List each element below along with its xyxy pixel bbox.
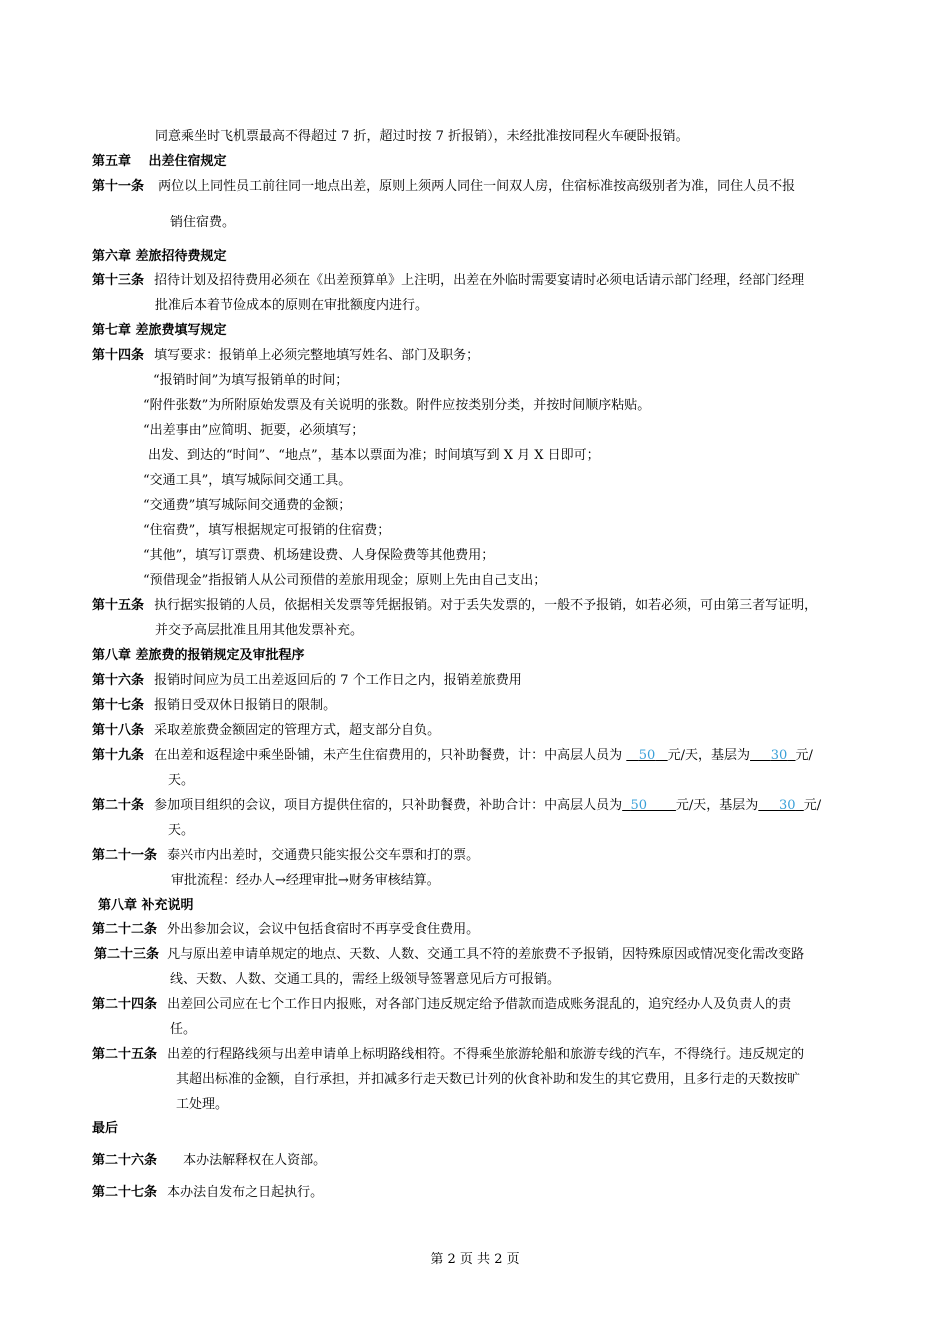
- article-14-item: “出差事由”应简明、扼要，必须填写；: [143, 423, 365, 438]
- amount-blank-senior: [626, 748, 667, 763]
- paragraph-continuation: 同意乘坐时飞机票最高不得超过 7 折，超过时按 7 折报销），未经批准按同程火车硬卧报销。: [155, 129, 689, 144]
- article-14-item: “预借现金”指报销人从公司预借的差旅用现金；原则上先由自己支出；: [143, 573, 547, 588]
- article-label: 第二十二条: [92, 922, 158, 937]
- article-label: 第十七条: [92, 698, 145, 713]
- article-text: 元/: [795, 748, 813, 763]
- article-16: [92, 672, 522, 690]
- article-text: 本办法自发布之日起执行。: [167, 1185, 324, 1200]
- article-11-continuation: 销住宿费。: [170, 215, 236, 230]
- article-text: 元/天，基层为: [667, 748, 751, 763]
- article-18: [92, 722, 440, 740]
- article-22: [92, 921, 479, 939]
- article-label: 第二十四条: [92, 997, 158, 1012]
- amount-senior: 50: [630, 798, 647, 813]
- article-label: 第十一条: [92, 179, 145, 194]
- article-20: [92, 797, 821, 815]
- article-26: [92, 1152, 326, 1170]
- article-label: 第二十五条: [92, 1047, 158, 1062]
- article-label: 第二十条: [92, 798, 145, 813]
- article-text: 报销时间应为员工出差返回后的 7 个工作日之内，报销差旅费用: [154, 673, 522, 688]
- article-text: 在出差和返程途中乘坐卧铺，未产生住宿费用的，只补助餐费，计：中高层人员为: [154, 748, 627, 763]
- article-label: 第十五条: [92, 598, 145, 613]
- article-label: 第十四条: [92, 348, 145, 363]
- chapter-8-heading: 第八章 差旅费的报销规定及审批程序: [92, 648, 305, 663]
- article-14-item: 出发、到达的“时间”、“地点”，基本以票面为准；时间填写到 X 月 X 日即可；: [148, 448, 600, 463]
- article-25-continuation: 其超出标准的金额，自行承担，并扣减多行走天数已计列的伙食补助和发生的其它费用，且多行走的天数按旷: [176, 1072, 801, 1087]
- article-label: 第二十六条: [92, 1153, 158, 1168]
- article-23: [94, 946, 804, 964]
- article-24-continuation: 任。: [170, 1022, 197, 1037]
- article-14: [92, 347, 479, 365]
- supplement-heading: 第八章 补充说明: [98, 898, 194, 913]
- article-label: 第十六条: [92, 673, 145, 688]
- article-15: [92, 597, 817, 615]
- article-17: [92, 697, 336, 715]
- amount-base: 30: [770, 748, 788, 763]
- article-label: 第二十三条: [94, 947, 160, 962]
- article-27: [92, 1184, 323, 1202]
- article-text: 凡与原出差申请单规定的地点、天数、人数、交通工具不符的差旅费不予报销，因特殊原因或情况变化需改变路: [167, 947, 805, 962]
- article-23-continuation: 线、天数、人数、交通工具的，需经上级领导签署意见后方可报销。: [170, 972, 561, 987]
- approval-flow: 审批流程：经办人→经理审批→财务审核结算。: [171, 873, 440, 888]
- article-text: 元/: [803, 798, 822, 813]
- article-label: 第十三条: [92, 273, 145, 288]
- article-text: 出差回公司应在七个工作日内报账，对各部门违反规定给予借款而造成账务混乱的，追究经办人及负责人的责: [167, 997, 792, 1012]
- article-14-item: “其他”，填写订票费、机场建设费、人身保险费等其他费用；: [143, 548, 495, 563]
- article-label: 第二十一条: [92, 848, 158, 863]
- page-footer: 第 2 页 共 2 页: [430, 1252, 520, 1267]
- article-text: 执行据实报销的人员，依据相关发票等凭据报销。对于丢失发票的，一般不予报销，如若必须，可由第三者写证明，: [154, 598, 818, 613]
- amount-base: 30: [778, 798, 796, 813]
- article-text: 本办法解释权在人资部。: [183, 1153, 327, 1168]
- final-heading: 最后: [92, 1121, 119, 1136]
- article-14-item: “交通费”填写城际间交通费的金额；: [143, 498, 352, 513]
- article-14-item: “附件张数”为所附原始发票及有关说明的张数。附件应按类别分类，并按时间顺序粘贴。: [143, 398, 651, 413]
- article-text: 外出参加会议，会议中包括食宿时不再享受食住费用。: [167, 922, 480, 937]
- chapter-5-heading: 第五章 出差住宿规定: [92, 154, 227, 169]
- article-19: [92, 747, 813, 765]
- article-11: [92, 178, 795, 196]
- article-24: [92, 996, 791, 1014]
- article-25-continuation: 工处理。: [176, 1097, 229, 1112]
- article-text: 泰兴市内出差时，交通费只能实报公交车票和打的票。: [167, 848, 480, 863]
- article-text: 招待计划及招待费用必须在《出差预算单》上注明，出差在外临时需要宴请时必须电话请示部门经理，经部门经理: [154, 273, 805, 288]
- amount-blank-senior: [622, 798, 676, 813]
- amount-senior: 50: [638, 748, 656, 763]
- amount-blank-base: [750, 748, 795, 763]
- article-14-item: “交通工具”，填写城际间交通工具。: [143, 473, 352, 488]
- article-text: 元/天，基层为: [675, 798, 759, 813]
- article-label: 第十九条: [92, 748, 145, 763]
- article-14-item: “住宿费”，填写根据规定可报销的住宿费；: [143, 523, 391, 538]
- article-label: 第十八条: [92, 723, 145, 738]
- article-text: 两位以上同性员工前往同一地点出差，原则上须两人同住一间双人房，住宿标准按高级别者为准，同住人员不报: [158, 179, 796, 194]
- article-text: 填写要求：报销单上必须完整地填写姓名、部门及职务；: [154, 348, 480, 363]
- article-text: 采取差旅费金额固定的管理方式，超支部分自负。: [154, 723, 441, 738]
- article-25: [92, 1046, 804, 1064]
- article-text: 参加项目组织的会议，项目方提供住宿的，只补助餐费，补助合计：中高层人员为: [154, 798, 623, 813]
- article-21: [92, 847, 479, 865]
- chapter-6-heading: 第六章 差旅招待费规定: [92, 249, 227, 264]
- article-13-continuation: 批准后本着节俭成本的原则在审批额度内进行。: [155, 298, 429, 313]
- article-13: [92, 272, 804, 290]
- article-15-continuation: 并交予高层批准且用其他发票补充。: [155, 623, 364, 638]
- amount-blank-base: [758, 798, 803, 813]
- article-label: 第二十七条: [92, 1185, 158, 1200]
- article-20-continuation: 天。: [168, 823, 195, 838]
- chapter-7-heading: 第七章 差旅费填写规定: [92, 323, 227, 338]
- article-text: 出差的行程路线须与出差申请单上标明路线相符。不得乘坐旅游轮船和旅游专线的汽车，不得绕行。违反规定的: [167, 1047, 805, 1062]
- article-14-item: “报销时间”为填写报销单的时间；: [153, 373, 349, 388]
- article-text: 报销日受双休日报销日的限制。: [154, 698, 337, 713]
- article-19-continuation: 天。: [168, 773, 195, 788]
